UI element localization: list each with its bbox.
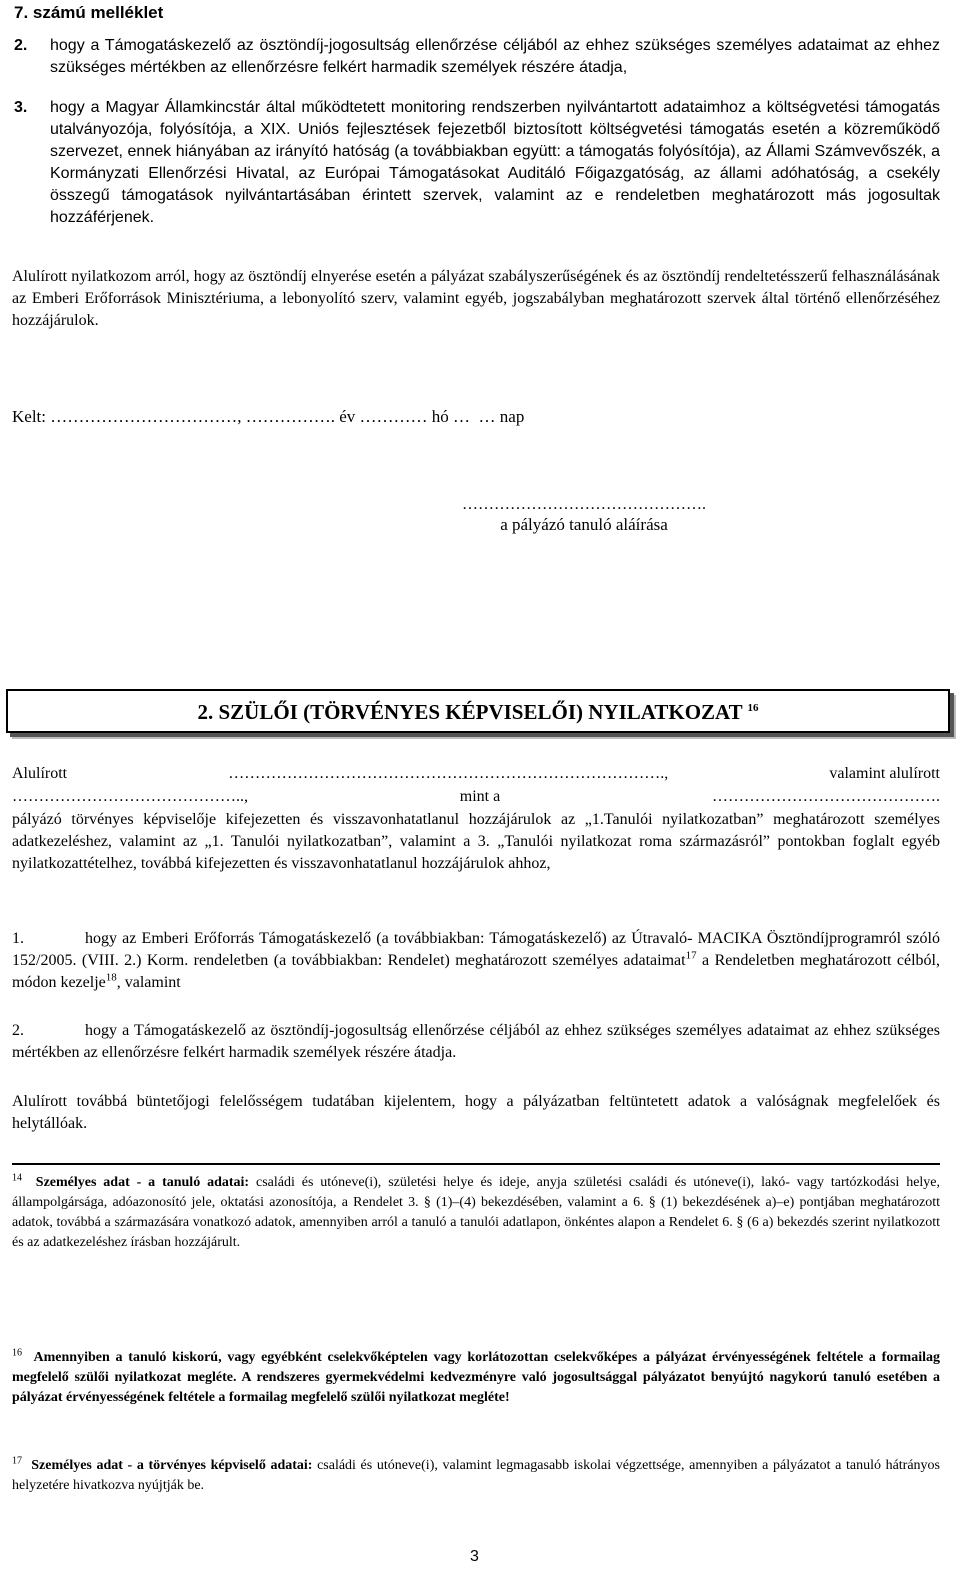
- footnote-number: 14: [12, 1172, 22, 1184]
- item-text: hogy az Emberi Erőforrás Támogatáskezelő (a továbbiakban: Támogatáskezelő) az Útravaló- MACIKA Ösztöndíjprogramról szóló 152/2005. (VIII. 2.) Korm. rendeletben (a továbbiakban: Rendelet) meghatározott személyes adataimat: [12, 930, 940, 969]
- parent-declaration: Alulírott továbbá büntetőjogi felelősségem tudatában kijelentem, hogy a pályázatban feltüntetett adatok a valóságnak megfelelőek és helytállóak.: [12, 1093, 940, 1132]
- date-place-line: Kelt: ……………………………, ……………. év ………… hó … … nap: [12, 407, 525, 426]
- footnote-ref: 17: [685, 949, 697, 962]
- item-text: hogy a Magyar Államkincstár által működtetett monitoring rendszerben nyilvántartott adataimhoz a költségvetési támogatás utalványozója, folyósítója, a XIX. Uniós fejlesztések fejezetből biztosított költségvetési támogatás esetén a közreműködő szervezet, ennek hiányában az irányító hatóság (a továbbiakban együtt: a támogatás folyósítója), az Állami Számvevőszék, a Kormányzati Ellenőrzési Hivatal, az Európai Támogatásokat Auditáló Főigazgatóság, az állami adóhatóság, a csekély összegű támogatások nyilvántartásában érintett szervek, valamint az e rendeletben meghatározott más jogosultak hozzáférjenek.: [50, 99, 940, 226]
- role-blank: …………………………………….: [712, 788, 940, 805]
- footnote-ref: 16: [747, 702, 759, 714]
- item-number: 2.: [12, 1022, 24, 1039]
- parent-intro-line-1: [12, 763, 940, 785]
- parent-consent-item: [12, 1020, 940, 1064]
- footnote-ref: 18: [105, 971, 117, 984]
- item-text-3: , valamint: [116, 974, 181, 991]
- footnote-text: családi és utóneve(i), születési helye és ideje, anyja születési családi és utóneve(i), lakó- vagy tartózkodási helye, állampolgársága, adóazonosító jele, oktatási azonosítója, a Rendelet 3. § (1)–(4) bekezdésében, valamint a 6. § (1) bekezdésének a)–e) pontjában meghatározott adatok, továbbá a származására vonatkozó adatok, amennyiben arról a tanuló a tanulói adatlapon, önkéntes alapon a Rendelet 6. § (6 a) bekezdés szerint nyilatkozott és az adatkezeléshez írásban hozzájárult.: [12, 1175, 941, 1250]
- item-number: 1.: [12, 930, 24, 947]
- role-label: mint a: [459, 788, 501, 805]
- item-text: hogy a Támogatáskezelő az ösztöndíj-jogosultság ellenőrzése céljából az ehhez szükséges személyes adataimat az ehhez szükséges mértékben az ellenőrzésre felkért harmadik személyek részére átadja.: [12, 1022, 940, 1061]
- item-number: 3.: [14, 99, 28, 116]
- signature-label: a pályázó tanuló aláírása: [500, 515, 668, 534]
- annex-title: 7. számú melléklet: [14, 3, 164, 22]
- section-heading-text: 2. SZÜLŐI (TÖRVÉNYES KÉPVISELŐI) NYILATKOZAT: [197, 700, 743, 724]
- consent-item: [14, 97, 940, 247]
- name-blank: ……………………………………………………………………….,: [228, 765, 669, 782]
- student-declaration: Alulírott nyilatkozom arról, hogy az ösztöndíj elnyerése esetén a pályázat szabályszerűségének és az ösztöndíj rendeltetésszerű felhasználásának az Emberi Erőforrások Minisztériuma, a lebonyolító szerv, valamint egyéb, jogszabályban meghatározott szervek által történő ellenőrzéséhez hozzájárulok.: [12, 268, 940, 329]
- parent-intro-label-2: valamint alulírott: [829, 765, 940, 782]
- footnote-text: családi és utóneve(i), valamint legmagasabb iskolai végzettsége, amennyiben a pályázatot a tanuló hátrányos helyzetére hivatkozva nyújtják be.: [12, 1458, 940, 1493]
- consent-item: [14, 35, 940, 79]
- parent-intro-label: Alulírott: [12, 765, 68, 782]
- footnote: [12, 1173, 940, 1253]
- parent-consent-item: [12, 928, 940, 994]
- footnote-bold: Személyes adat - a tanuló adatai:: [35, 1175, 250, 1190]
- section-heading: [8, 698, 948, 726]
- item-number: 2.: [14, 37, 28, 54]
- parent-intro-line-2: [12, 786, 940, 808]
- page-number: 3: [470, 1548, 479, 1565]
- signature-dots: ……………………………………….: [462, 496, 706, 513]
- footnote-number: 17: [12, 1455, 22, 1467]
- footnote-separator: [12, 1163, 940, 1165]
- item-text: hogy a Támogatáskezelő az ösztöndíj-jogosultság ellenőrzése céljából az ehhez szükséges személyes adataimat az ehhez szükséges mértékben az ellenőrzésre felkért harmadik személyek részére átadja,: [50, 37, 940, 76]
- item-text-2: a Rendeletben meghatározott célból, módon kezelje: [12, 952, 941, 991]
- name-blank: ……………………………………..,: [12, 788, 248, 805]
- footnote-bold: Személyes adat - a törvényes képviselő adatai:: [31, 1458, 313, 1473]
- footnote: [12, 1456, 940, 1496]
- parent-intro-text: pályázó törvényes képviselője kifejezetten és visszavonhatatlanul hozzájárulok az „1.Tanulói nyilatkozatban” meghatározott személyes adatkezeléshez, valamint az „1. Tanulói nyilatkozatban”, valamint a 3. „Tanulói nyilatkozat roma származásról” pontokban foglalt egyéb nyilatkozattételhez, továbbá kifejezetten és visszavonhatatlanul hozzájárulok ahhoz,: [12, 811, 940, 872]
- footnote-bold: Amennyiben a tanuló kiskorú, vagy egyébként cselekvőképtelen vagy korlátozottan cselekvőképes a pályázat érvényességének feltétele a formailag megfelelő szülői nyilatkozat megléte. A rendszeres gyermekvédelmi kedvezményre való jogosultsággal pályázatot benyújtó nagykorú tanuló esetében a pályázat érvényességének feltétele a formailag megfelelő szülői nyilatkozat megléte!: [12, 1350, 940, 1405]
- footnote: [12, 1348, 940, 1408]
- footnote-number: 16: [12, 1347, 22, 1359]
- section-heading-box: [6, 689, 950, 733]
